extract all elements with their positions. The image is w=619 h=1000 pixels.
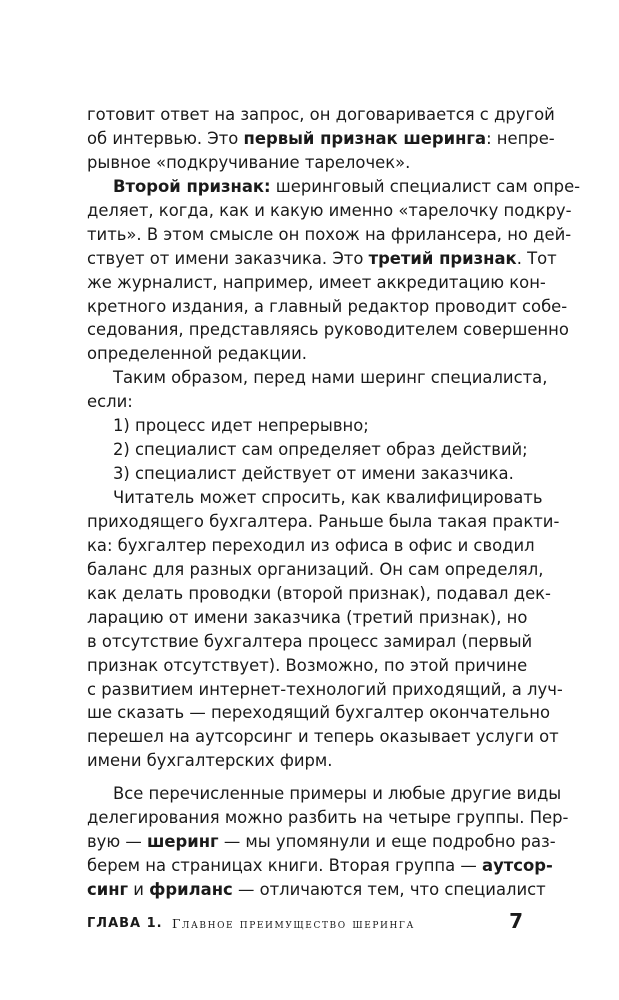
page-number: 7 <box>509 909 523 933</box>
list-item: 1) процесс идет непрерывно; <box>113 416 369 436</box>
paragraph-gap <box>87 773 523 782</box>
text-line: определенной редакции. <box>87 344 307 364</box>
text-line: в отсутствие бухгалтера процесс замирал (первый <box>87 631 533 651</box>
text-line: синг и фриланс — отличаются тем, что специалист <box>87 880 546 899</box>
text-line: седования, представляясь руководителем совершенно <box>87 320 569 340</box>
body-text <box>87 103 581 902</box>
text-line: ларацию от имени заказчика (третий признак), но <box>87 607 528 627</box>
text-line: рывное «подкручивание тарелочек». <box>87 152 411 172</box>
text-line: ка: бухгалтер переходил из офиса в офис и сводил <box>87 535 535 555</box>
bold-term: третий признак <box>368 248 517 268</box>
text-line: Таким образом, перед нами шеринг специалиста, <box>113 368 548 388</box>
text-line: готовит ответ на запрос, он договаривается с другой <box>87 105 555 124</box>
bold-term: синг <box>87 880 129 899</box>
text-line: ше сказать — переходящий бухгалтер окончательно <box>87 703 550 723</box>
text-line: как делать проводки (второй признак), подавал дек- <box>87 583 551 603</box>
text-line: Все перечисленные примеры и любые другие виды <box>113 784 562 804</box>
bold-term: шеринг <box>146 832 219 852</box>
bold-term: аутсор- <box>482 856 553 876</box>
text-line: деляет, когда, как и какую именно «тарелочку подкру- <box>87 200 572 220</box>
bold-term: фриланс <box>149 880 233 899</box>
list-item: 2) специалист сам определяет образ действий; <box>113 440 528 460</box>
text-line: об интервью. Это первый признак шеринга: непре- <box>87 128 555 148</box>
page-footer <box>87 909 523 936</box>
text-line: делегирования можно разбить на четыре группы. Пер- <box>87 808 569 828</box>
text-line: если: <box>87 392 133 412</box>
text-line: Второй признак: шеринговый специалист сам опре- <box>113 176 581 196</box>
list-item: 3) специалист действует от имени заказчика. <box>113 464 514 484</box>
text-line: признак отсутствует). Возможно, по этой причине <box>87 655 528 675</box>
text-line: Читатель может спросить, как квалифицировать <box>113 488 543 507</box>
chapter-label: ГЛАВА 1. <box>87 916 163 931</box>
bold-term: Второй признак: <box>113 176 271 196</box>
text-line: вую — шеринг — мы упомянули и еще подробно раз- <box>87 832 556 852</box>
text-line: приходящего бухгалтера. Раньше была такая практи- <box>87 511 560 531</box>
text-line: с развитием интернет-технологий приходящий, а луч- <box>87 679 563 699</box>
bold-term: первый признак шеринга <box>243 128 487 148</box>
text-line: баланс для разных организаций. Он сам определял, <box>87 559 544 579</box>
text-line: перешел на аутсорсинг и теперь оказывает услуги от <box>87 727 559 747</box>
chapter-title: Главное преимущество шеринга <box>172 916 415 931</box>
text-line: кретного издания, а главный редактор проводит собе- <box>87 296 568 316</box>
text-line: же журналист, например, имеет аккредитацию кон- <box>87 272 546 292</box>
text-line: имени бухгалтерских фирм. <box>87 751 333 771</box>
text-line: берем на страницах книги. Вторая группа — аутсор- <box>87 856 553 876</box>
text-line: тить». В этом смысле он похож на фрилансера, но дей- <box>87 224 572 244</box>
text-line: ствует от имени заказчика. Это третий признак. Тот <box>87 248 557 268</box>
